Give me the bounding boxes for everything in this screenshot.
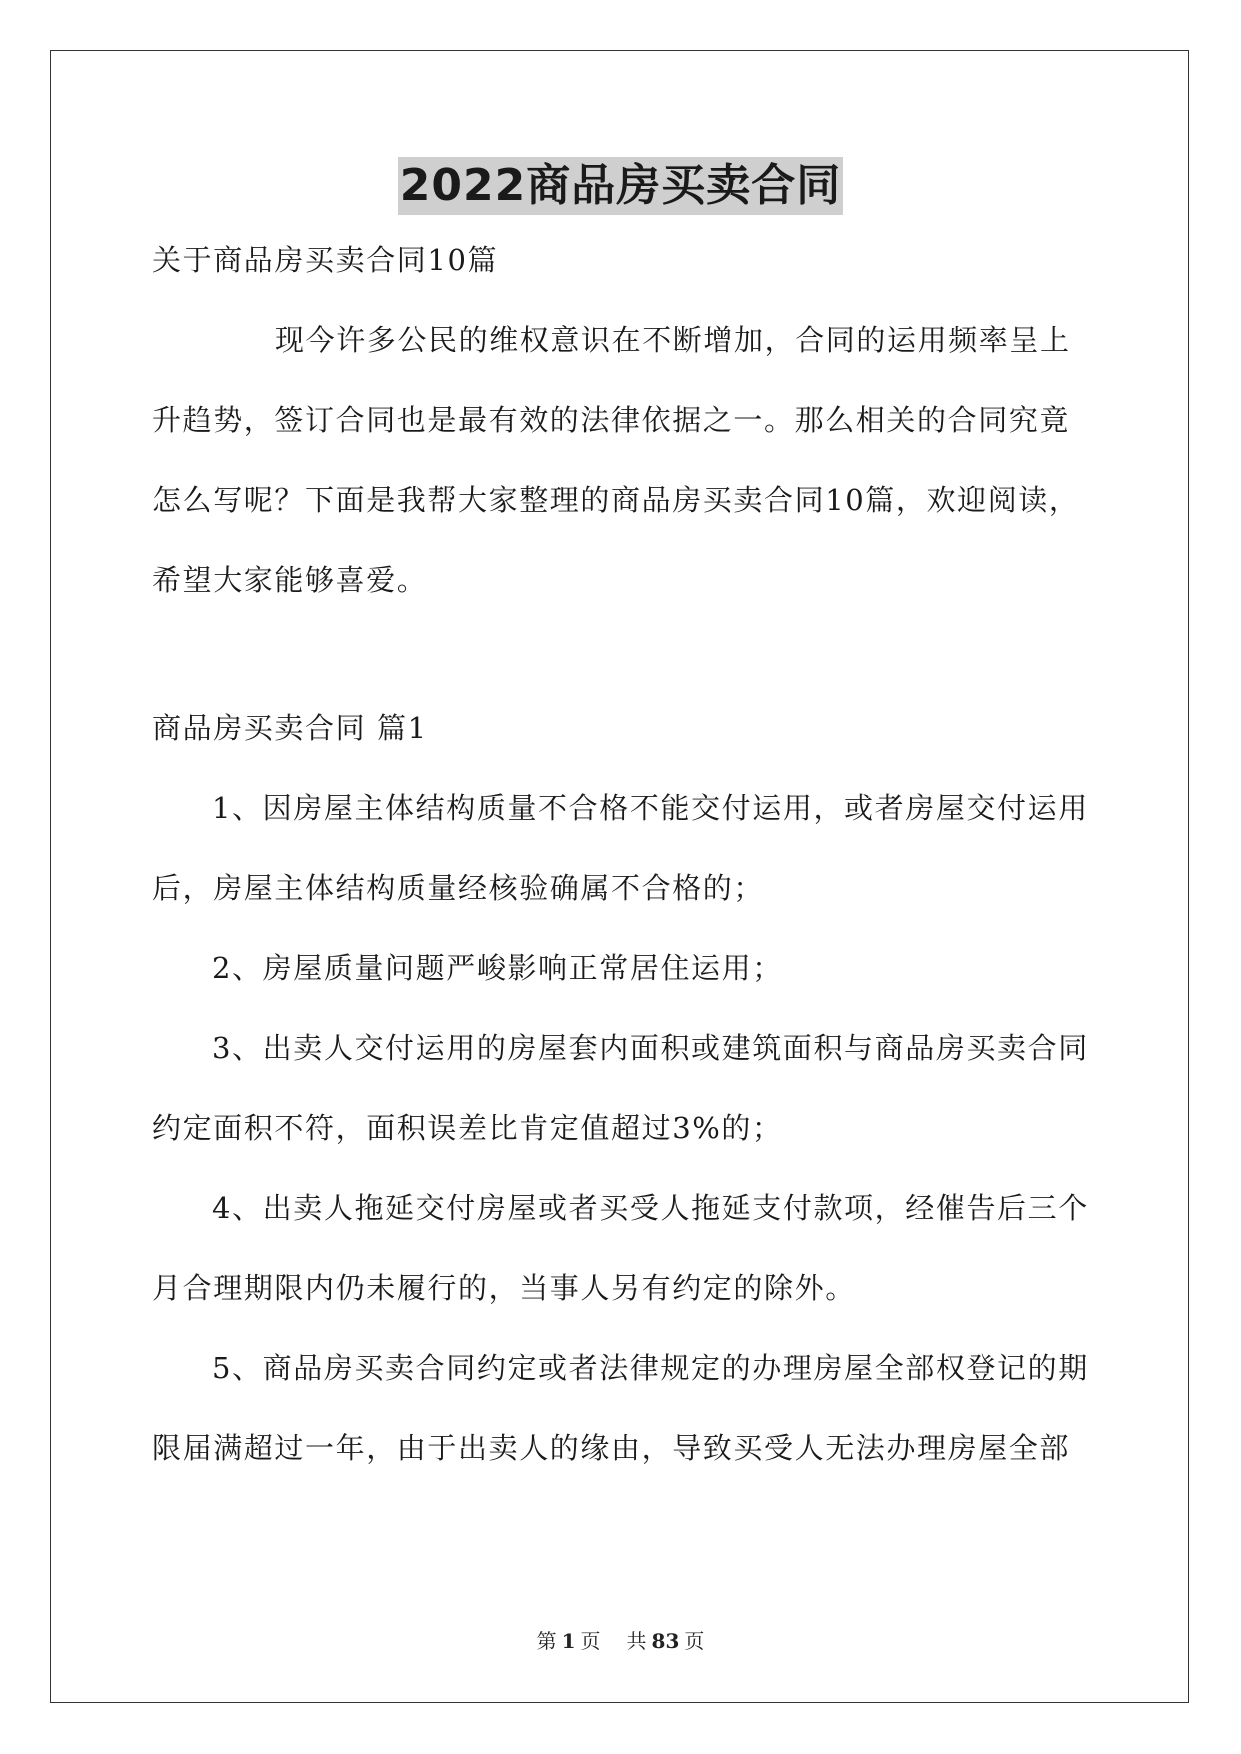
clause-line: 2、房屋质量问题严峻影响正常居住运用； — [212, 951, 783, 985]
document-body — [152, 230, 1092, 1498]
clause-line: 4、出卖人拖延交付房屋或者买受人拖延支付款项，经催告后三个 — [212, 1191, 1089, 1225]
clause-line: 后，房屋主体结构质量经核验确属不合格的； — [152, 871, 765, 905]
page-footer — [0, 1625, 1241, 1654]
page-suffix: 页 — [580, 1629, 601, 1653]
intro-line: 现今许多公民的维权意识在不断增加，合同的运用频率呈上 — [275, 323, 1071, 357]
clause-line: 限届满超过一年，由于出卖人的缘由，导致买受人无法办理房屋全部 — [152, 1431, 1071, 1465]
document-title: 2022商品房买卖合同 — [398, 157, 843, 215]
clause-line: 1、因房屋主体结构质量不合格不能交付运用，或者房屋交付运用 — [212, 791, 1089, 825]
total-prefix: 共 — [626, 1629, 647, 1653]
document-subtitle: 关于商品房买卖合同10篇 — [152, 243, 499, 277]
page-number: 1 — [561, 1629, 576, 1653]
page-prefix: 第 — [536, 1629, 557, 1653]
spacer — [152, 630, 1092, 698]
total-pages: 83 — [651, 1629, 680, 1653]
intro-line: 怎么写呢？下面是我帮大家整理的商品房买卖合同10篇，欢迎阅读， — [152, 483, 1080, 517]
section-heading: 商品房买卖合同 篇1 — [152, 711, 428, 745]
title-container — [0, 157, 1241, 215]
clause-line: 3、出卖人交付运用的房屋套内面积或建筑面积与商品房买卖合同 — [212, 1031, 1089, 1065]
intro-line: 升趋势，签订合同也是最有效的法律依据之一。那么相关的合同究竟 — [152, 403, 1071, 437]
total-suffix: 页 — [684, 1629, 705, 1653]
clause-line: 月合理期限内仍未履行的，当事人另有约定的除外。 — [152, 1271, 856, 1305]
intro-line: 希望大家能够喜爱。 — [152, 563, 428, 597]
clause-line: 5、商品房买卖合同约定或者法律规定的办理房屋全部权登记的期 — [212, 1351, 1089, 1385]
clause-line: 约定面积不符，面积误差比肯定值超过3%的； — [152, 1111, 783, 1145]
